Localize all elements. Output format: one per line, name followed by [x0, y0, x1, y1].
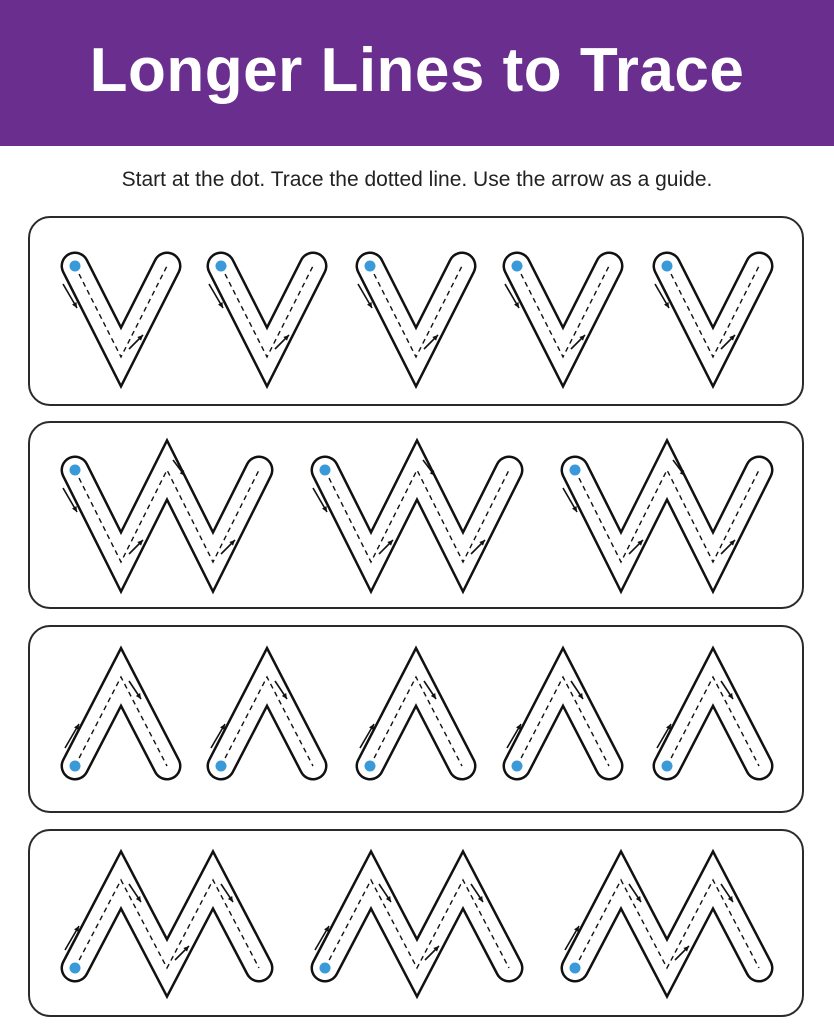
tracing-panel-inverted-v: [28, 625, 804, 813]
tracing-panel-v: [28, 216, 804, 406]
page-title: Longer Lines to Trace: [89, 35, 745, 105]
tracing-panel-w: [28, 421, 804, 609]
instructions-text: Start at the dot. Trace the dotted line. Use the arrow as a guide.: [121, 168, 713, 191]
header-banner: [0, 0, 834, 146]
tracing-panel-m: [28, 829, 804, 1017]
